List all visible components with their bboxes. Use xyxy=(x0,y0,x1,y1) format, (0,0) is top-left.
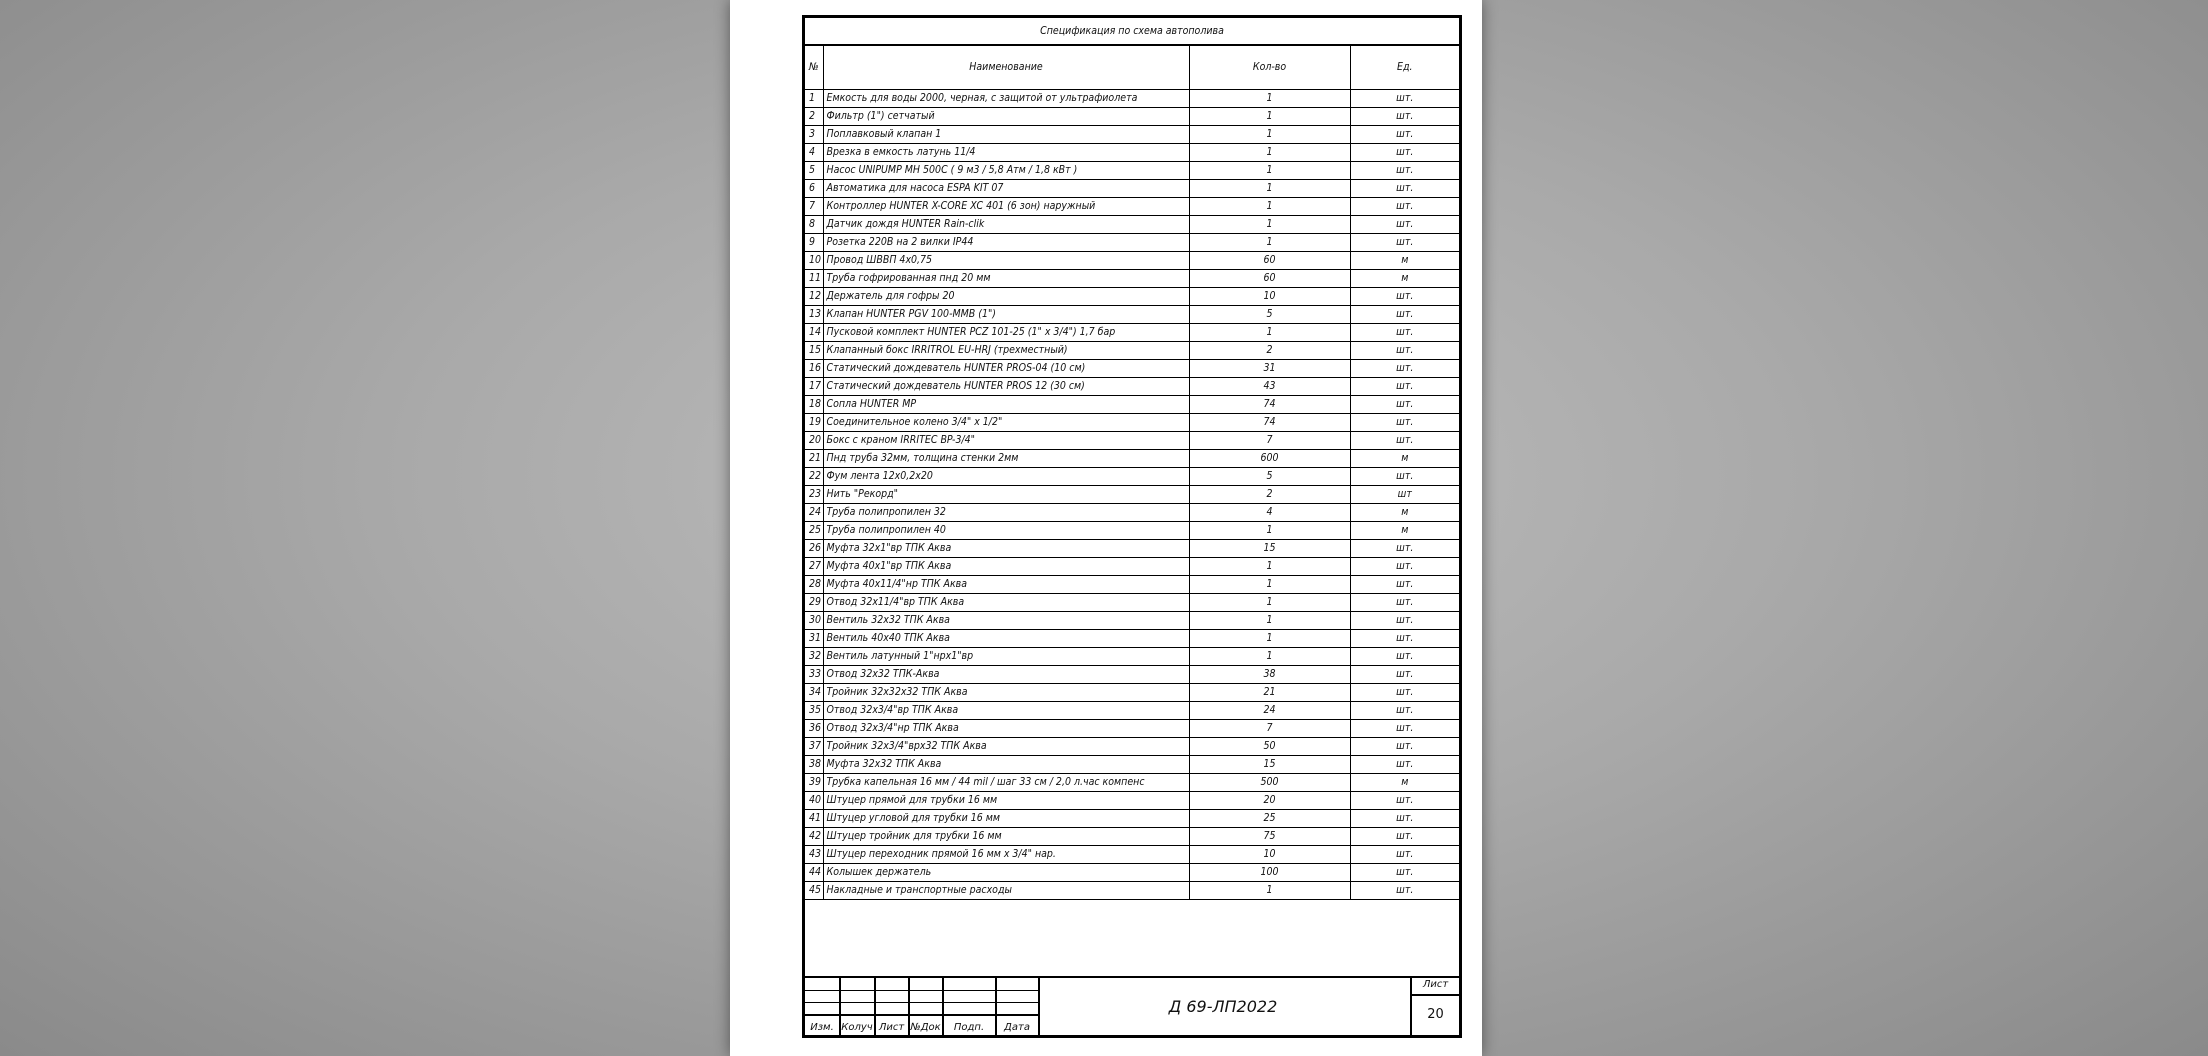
row-unit: шт. xyxy=(1350,756,1459,774)
row-name: Отвод 32х3/4"вр ТПК Аква xyxy=(823,702,1189,720)
row-unit: шт. xyxy=(1350,720,1459,738)
row-number: 44 xyxy=(805,864,823,882)
row-number: 43 xyxy=(805,846,823,864)
row-number: 40 xyxy=(805,792,823,810)
table-row xyxy=(805,378,1459,396)
table-row xyxy=(805,828,1459,846)
row-name: Труба полипропилен 32 xyxy=(823,504,1189,522)
row-number: 19 xyxy=(805,414,823,432)
row-unit: шт. xyxy=(1350,108,1459,126)
row-number: 32 xyxy=(805,648,823,666)
table-row xyxy=(805,702,1459,720)
row-name: Поплавковый клапан 1 xyxy=(823,126,1189,144)
row-quantity: 1 xyxy=(1189,882,1350,900)
row-quantity: 43 xyxy=(1189,378,1350,396)
row-name: Держатель для гофры 20 xyxy=(823,288,1189,306)
row-name: Соединительное колено 3/4" х 1/2" xyxy=(823,414,1189,432)
row-unit: шт xyxy=(1350,486,1459,504)
row-unit: м xyxy=(1350,774,1459,792)
row-number: 25 xyxy=(805,522,823,540)
row-number: 33 xyxy=(805,666,823,684)
row-quantity: 7 xyxy=(1189,432,1350,450)
row-quantity: 1 xyxy=(1189,180,1350,198)
row-number: 39 xyxy=(805,774,823,792)
row-quantity: 7 xyxy=(1189,720,1350,738)
row-unit: шт. xyxy=(1350,288,1459,306)
row-number: 4 xyxy=(805,144,823,162)
row-quantity: 500 xyxy=(1189,774,1350,792)
table-row xyxy=(805,666,1459,684)
row-number: 34 xyxy=(805,684,823,702)
table-row xyxy=(805,324,1459,342)
row-number: 11 xyxy=(805,270,823,288)
row-unit: шт. xyxy=(1350,360,1459,378)
specification-table xyxy=(805,18,1459,900)
row-unit: шт. xyxy=(1350,144,1459,162)
row-number: 37 xyxy=(805,738,823,756)
table-row xyxy=(805,774,1459,792)
row-unit: шт. xyxy=(1350,432,1459,450)
row-quantity: 1 xyxy=(1189,594,1350,612)
row-quantity: 2 xyxy=(1189,342,1350,360)
row-quantity: 60 xyxy=(1189,252,1350,270)
row-name: Накладные и транспортные расходы xyxy=(823,882,1189,900)
table-row xyxy=(805,288,1459,306)
row-quantity: 1 xyxy=(1189,522,1350,540)
row-number: 35 xyxy=(805,702,823,720)
row-number: 36 xyxy=(805,720,823,738)
row-unit: шт. xyxy=(1350,828,1459,846)
row-name: Датчик дождя HUNTER Rain-clik xyxy=(823,216,1189,234)
row-name: Муфта 40х1"вр ТПК Аква xyxy=(823,558,1189,576)
row-name: Муфта 32х1"вр ТПК Аква xyxy=(823,540,1189,558)
row-quantity: 1 xyxy=(1189,558,1350,576)
table-row xyxy=(805,414,1459,432)
row-quantity: 25 xyxy=(1189,810,1350,828)
row-number: 20 xyxy=(805,432,823,450)
row-name: Фильтр (1") сетчатый xyxy=(823,108,1189,126)
row-unit: шт. xyxy=(1350,324,1459,342)
row-number: 16 xyxy=(805,360,823,378)
row-name: Отвод 32х11/4"вр ТПК Аква xyxy=(823,594,1189,612)
row-quantity: 10 xyxy=(1189,846,1350,864)
table-row xyxy=(805,450,1459,468)
table-row xyxy=(805,108,1459,126)
row-quantity: 60 xyxy=(1189,270,1350,288)
table-row xyxy=(805,738,1459,756)
row-quantity: 1 xyxy=(1189,198,1350,216)
row-unit: шт. xyxy=(1350,198,1459,216)
row-unit: шт. xyxy=(1350,864,1459,882)
row-number: 2 xyxy=(805,108,823,126)
table-row xyxy=(805,306,1459,324)
table-row xyxy=(805,612,1459,630)
stamp-label-podp: Подп. xyxy=(953,1022,985,1033)
row-quantity: 1 xyxy=(1189,576,1350,594)
row-name: Штуцер переходник прямой 16 мм х 3/4" нар. xyxy=(823,846,1189,864)
header-unit: Ед. xyxy=(1350,45,1459,90)
row-name: Контроллер HUNTER X-CORE XC 401 (6 зон) наружный xyxy=(823,198,1189,216)
row-name: Тройник 32х32х32 ТПК Аква xyxy=(823,684,1189,702)
row-unit: шт. xyxy=(1350,540,1459,558)
table-row xyxy=(805,792,1459,810)
row-quantity: 15 xyxy=(1189,756,1350,774)
row-name: Труба гофрированная пнд 20 мм xyxy=(823,270,1189,288)
row-unit: шт. xyxy=(1350,558,1459,576)
row-quantity: 1 xyxy=(1189,324,1350,342)
row-number: 45 xyxy=(805,882,823,900)
row-number: 24 xyxy=(805,504,823,522)
table-row xyxy=(805,522,1459,540)
table-row xyxy=(805,144,1459,162)
table-row xyxy=(805,558,1459,576)
row-name: Насос UNIPUMP MH 500C ( 9 м3 / 5,8 Атм / 1,8 кВт ) xyxy=(823,162,1189,180)
row-number: 6 xyxy=(805,180,823,198)
row-unit: шт. xyxy=(1350,126,1459,144)
row-quantity: 1 xyxy=(1189,216,1350,234)
row-name: Фум лента 12х0,2х20 xyxy=(823,468,1189,486)
row-name: Вентиль 40х40 ТПК Аква xyxy=(823,630,1189,648)
table-row xyxy=(805,720,1459,738)
table-row xyxy=(805,864,1459,882)
row-name: Пусковой комплект HUNTER PCZ 101-25 (1" х 3/4") 1,7 бар xyxy=(823,324,1189,342)
table-row xyxy=(805,180,1459,198)
row-number: 13 xyxy=(805,306,823,324)
row-unit: м xyxy=(1350,252,1459,270)
row-number: 29 xyxy=(805,594,823,612)
row-unit: шт. xyxy=(1350,684,1459,702)
row-unit: шт. xyxy=(1350,414,1459,432)
row-name: Нить "Рекорд" xyxy=(823,486,1189,504)
row-unit: шт. xyxy=(1350,612,1459,630)
table-title: Спецификация по схема автополива xyxy=(805,18,1459,45)
row-quantity: 5 xyxy=(1189,468,1350,486)
row-number: 15 xyxy=(805,342,823,360)
table-row xyxy=(805,540,1459,558)
table-row xyxy=(805,576,1459,594)
row-unit: шт. xyxy=(1350,180,1459,198)
row-unit: шт. xyxy=(1350,306,1459,324)
row-number: 26 xyxy=(805,540,823,558)
table-row xyxy=(805,342,1459,360)
row-unit: м xyxy=(1350,270,1459,288)
row-number: 27 xyxy=(805,558,823,576)
row-number: 28 xyxy=(805,576,823,594)
row-quantity: 24 xyxy=(1189,702,1350,720)
row-quantity: 75 xyxy=(1189,828,1350,846)
table-row xyxy=(805,90,1459,108)
table-row xyxy=(805,882,1459,900)
sheet-number: 20 xyxy=(1427,1006,1444,1022)
row-number: 14 xyxy=(805,324,823,342)
table-row xyxy=(805,270,1459,288)
row-quantity: 15 xyxy=(1189,540,1350,558)
row-quantity: 1 xyxy=(1189,612,1350,630)
stamp-label-ndok: №Док xyxy=(910,1022,941,1033)
row-number: 42 xyxy=(805,828,823,846)
row-unit: шт. xyxy=(1350,846,1459,864)
header-num: № xyxy=(805,45,823,90)
row-quantity: 74 xyxy=(1189,396,1350,414)
row-quantity: 50 xyxy=(1189,738,1350,756)
row-name: Штуцер угловой для трубки 16 мм xyxy=(823,810,1189,828)
table-row xyxy=(805,504,1459,522)
row-name: Розетка 220В на 2 вилки IP44 xyxy=(823,234,1189,252)
row-quantity: 1 xyxy=(1189,90,1350,108)
stamp-label-list: Лист xyxy=(878,1022,905,1033)
table-row xyxy=(805,486,1459,504)
row-number: 30 xyxy=(805,612,823,630)
row-unit: м xyxy=(1350,450,1459,468)
row-unit: шт. xyxy=(1350,702,1459,720)
stamp-label-koluch: Колуч xyxy=(841,1022,873,1033)
stamp-label-izm: Изм. xyxy=(810,1022,834,1033)
row-name: Автоматика для насоса ESPA KIT 07 xyxy=(823,180,1189,198)
row-quantity: 1 xyxy=(1189,144,1350,162)
table-row xyxy=(805,648,1459,666)
row-number: 5 xyxy=(805,162,823,180)
table-row xyxy=(805,684,1459,702)
row-name: Провод ШВВП 4х0,75 xyxy=(823,252,1189,270)
row-name: Муфта 32х32 ТПК Аква xyxy=(823,756,1189,774)
row-unit: шт. xyxy=(1350,90,1459,108)
row-quantity: 5 xyxy=(1189,306,1350,324)
row-quantity: 100 xyxy=(1189,864,1350,882)
document-code: Д 69-ЛП2022 xyxy=(1168,997,1278,1016)
row-unit: шт. xyxy=(1350,342,1459,360)
row-quantity: 1 xyxy=(1189,630,1350,648)
row-unit: шт. xyxy=(1350,576,1459,594)
row-unit: шт. xyxy=(1350,666,1459,684)
row-name: Врезка в емкость латунь 11/4 xyxy=(823,144,1189,162)
row-quantity: 4 xyxy=(1189,504,1350,522)
row-quantity: 2 xyxy=(1189,486,1350,504)
row-number: 31 xyxy=(805,630,823,648)
row-name: Штуцер тройник для трубки 16 мм xyxy=(823,828,1189,846)
row-unit: шт. xyxy=(1350,810,1459,828)
row-quantity: 1 xyxy=(1189,162,1350,180)
row-unit: м xyxy=(1350,522,1459,540)
drawing-frame xyxy=(802,15,1462,1038)
row-name: Статический дождеватель HUNTER PROS-04 (10 см) xyxy=(823,360,1189,378)
row-name: Клапанный бокс IRRITROL EU-HRJ (трехместный) xyxy=(823,342,1189,360)
table-row xyxy=(805,846,1459,864)
row-name: Колышек держатель xyxy=(823,864,1189,882)
row-quantity: 1 xyxy=(1189,108,1350,126)
row-name: Вентиль 32х32 ТПК Аква xyxy=(823,612,1189,630)
row-number: 41 xyxy=(805,810,823,828)
row-name: Муфта 40х11/4"нр ТПК Аква xyxy=(823,576,1189,594)
row-quantity: 1 xyxy=(1189,126,1350,144)
row-quantity: 31 xyxy=(1189,360,1350,378)
header-qty: Кол-во xyxy=(1189,45,1350,90)
row-quantity: 10 xyxy=(1189,288,1350,306)
row-quantity: 74 xyxy=(1189,414,1350,432)
row-name: Пнд труба 32мм, толщина стенки 2мм xyxy=(823,450,1189,468)
row-quantity: 20 xyxy=(1189,792,1350,810)
row-name: Клапан HUNTER PGV 100-MMB (1") xyxy=(823,306,1189,324)
row-number: 23 xyxy=(805,486,823,504)
row-name: Статический дождеватель HUNTER PROS 12 (30 см) xyxy=(823,378,1189,396)
row-name: Труба полипропилен 40 xyxy=(823,522,1189,540)
row-number: 3 xyxy=(805,126,823,144)
row-unit: шт. xyxy=(1350,234,1459,252)
table-row xyxy=(805,126,1459,144)
row-number: 18 xyxy=(805,396,823,414)
table-row xyxy=(805,360,1459,378)
row-unit: шт. xyxy=(1350,216,1459,234)
row-unit: шт. xyxy=(1350,630,1459,648)
stamp-label-data: Дата xyxy=(1004,1022,1030,1033)
row-unit: шт. xyxy=(1350,594,1459,612)
row-number: 21 xyxy=(805,450,823,468)
table-row xyxy=(805,810,1459,828)
row-quantity: 1 xyxy=(1189,234,1350,252)
row-name: Штуцер прямой для трубки 16 мм xyxy=(823,792,1189,810)
table-row xyxy=(805,630,1459,648)
table-row xyxy=(805,396,1459,414)
row-number: 7 xyxy=(805,198,823,216)
row-unit: шт. xyxy=(1350,162,1459,180)
row-name: Тройник 32х3/4"врх32 ТПК Аква xyxy=(823,738,1189,756)
row-number: 1 xyxy=(805,90,823,108)
title-block xyxy=(805,976,1459,1035)
table-row xyxy=(805,252,1459,270)
table-row xyxy=(805,468,1459,486)
row-unit: шт. xyxy=(1350,738,1459,756)
row-name: Вентиль латунный 1"нрх1"вр xyxy=(823,648,1189,666)
row-number: 10 xyxy=(805,252,823,270)
row-unit: шт. xyxy=(1350,396,1459,414)
table-row xyxy=(805,162,1459,180)
row-name: Бокс с краном IRRITEC BP-3/4" xyxy=(823,432,1189,450)
document-sheet xyxy=(730,0,1482,1056)
row-number: 17 xyxy=(805,378,823,396)
row-name: Трубка капельная 16 мм / 44 mil / шаг 33 см / 2,0 л.час компенс xyxy=(823,774,1189,792)
row-unit: м xyxy=(1350,504,1459,522)
row-number: 8 xyxy=(805,216,823,234)
row-name: Сопла HUNTER MP xyxy=(823,396,1189,414)
row-number: 12 xyxy=(805,288,823,306)
row-name: Емкость для воды 2000, черная, с защитой от ультрафиолета xyxy=(823,90,1189,108)
row-quantity: 1 xyxy=(1189,648,1350,666)
row-name: Отвод 32х3/4"нр ТПК Аква xyxy=(823,720,1189,738)
header-name: Наименование xyxy=(823,45,1189,90)
row-number: 9 xyxy=(805,234,823,252)
row-number: 38 xyxy=(805,756,823,774)
row-number: 22 xyxy=(805,468,823,486)
table-row xyxy=(805,432,1459,450)
row-unit: шт. xyxy=(1350,792,1459,810)
row-name: Отвод 32х32 ТПК-Аква xyxy=(823,666,1189,684)
row-quantity: 600 xyxy=(1189,450,1350,468)
row-quantity: 38 xyxy=(1189,666,1350,684)
row-unit: шт. xyxy=(1350,378,1459,396)
row-unit: шт. xyxy=(1350,468,1459,486)
sheet-label: Лист xyxy=(1422,979,1449,990)
table-row xyxy=(805,198,1459,216)
row-unit: шт. xyxy=(1350,648,1459,666)
table-row xyxy=(805,234,1459,252)
row-unit: шт. xyxy=(1350,882,1459,900)
row-quantity: 21 xyxy=(1189,684,1350,702)
table-row xyxy=(805,756,1459,774)
table-row xyxy=(805,216,1459,234)
table-row xyxy=(805,594,1459,612)
